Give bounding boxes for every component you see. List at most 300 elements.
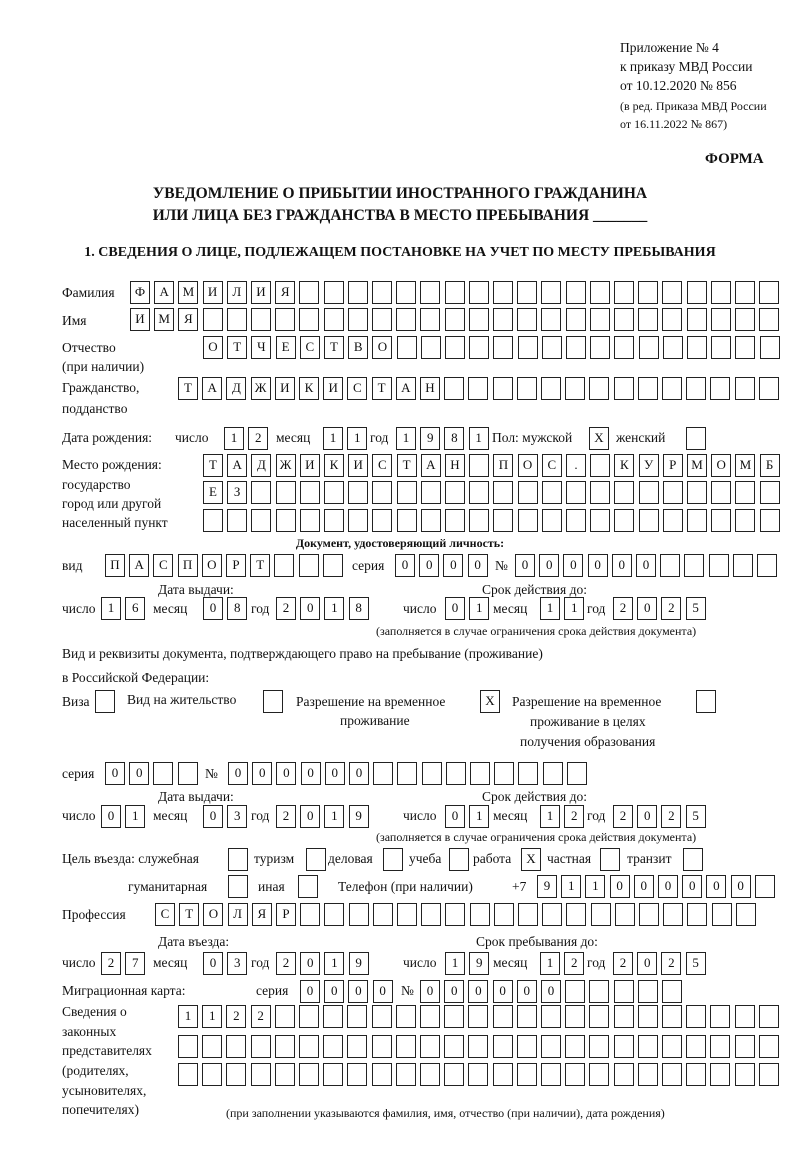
surname-cell[interactable] xyxy=(445,281,465,304)
doc-issue-year-cell[interactable]: 2 xyxy=(276,597,296,620)
patronymic-cell[interactable]: Е xyxy=(276,336,296,359)
surname-cell[interactable] xyxy=(759,281,779,304)
birth-place-3-cell[interactable] xyxy=(276,509,296,532)
stay-number-cell[interactable] xyxy=(397,762,417,785)
stay-issue-year-cell[interactable]: 9 xyxy=(349,805,369,828)
phone-cell[interactable]: 0 xyxy=(610,875,630,898)
name-cell[interactable] xyxy=(227,308,247,331)
birth-place-1-cell[interactable]: А xyxy=(227,454,247,477)
doc-valid-year-cell[interactable]: 5 xyxy=(686,597,706,620)
birth-place-2-cell[interactable] xyxy=(590,481,610,504)
birth-place-3-cell[interactable] xyxy=(735,509,755,532)
mc-series-cell[interactable]: 0 xyxy=(373,980,393,1003)
reps-2-cell[interactable] xyxy=(541,1035,561,1058)
patronymic-cell[interactable] xyxy=(614,336,634,359)
doc-valid-year-cell[interactable]: 0 xyxy=(637,597,657,620)
patronymic-cell[interactable]: В xyxy=(348,336,368,359)
patronymic-cell[interactable] xyxy=(493,336,513,359)
birth-place-1-cell[interactable]: С xyxy=(372,454,392,477)
reps-3-cell[interactable] xyxy=(323,1063,343,1086)
birth-place-2-cell[interactable] xyxy=(711,481,731,504)
citizenship-cell[interactable] xyxy=(614,377,634,400)
birth-place-3-cell[interactable] xyxy=(300,509,320,532)
p-transit-checkbox[interactable] xyxy=(683,848,703,871)
reps-3-cell[interactable] xyxy=(735,1063,755,1086)
profession-cell[interactable]: Т xyxy=(179,903,199,926)
reps-3-cell[interactable] xyxy=(517,1063,537,1086)
doc-number-cell[interactable]: 0 xyxy=(563,554,583,577)
profession-cell[interactable] xyxy=(445,903,465,926)
reps-3-cell[interactable] xyxy=(589,1063,609,1086)
surname-cell[interactable] xyxy=(324,281,344,304)
birth-place-1-cell[interactable]: П xyxy=(493,454,513,477)
sex-male-checkbox[interactable]: X xyxy=(589,427,609,450)
doc-number-cell[interactable]: 0 xyxy=(588,554,608,577)
entry-month-cell[interactable]: 0 xyxy=(203,952,223,975)
birth-place-2-cell[interactable] xyxy=(469,481,489,504)
birth-place-3-cell[interactable] xyxy=(251,509,271,532)
name-cell[interactable]: И xyxy=(130,308,150,331)
birth-place-2-cell[interactable] xyxy=(372,481,392,504)
patronymic-cell[interactable]: О xyxy=(203,336,223,359)
reps-3-cell[interactable] xyxy=(251,1063,271,1086)
birth-place-1-cell[interactable]: К xyxy=(614,454,634,477)
doc-issue-year-cell[interactable]: 1 xyxy=(324,597,344,620)
profession-cell[interactable] xyxy=(615,903,635,926)
profession-cell[interactable] xyxy=(324,903,344,926)
surname-cell[interactable] xyxy=(420,281,440,304)
stay-valid-month-cell[interactable]: 1 xyxy=(540,805,560,828)
stay-valid-year-cell[interactable]: 2 xyxy=(613,805,633,828)
profession-cell[interactable] xyxy=(397,903,417,926)
reps-1-cell[interactable] xyxy=(710,1005,730,1028)
reps-1-cell[interactable] xyxy=(638,1005,658,1028)
reps-2-cell[interactable] xyxy=(275,1035,295,1058)
phone-cell[interactable] xyxy=(755,875,775,898)
doc-kind-cell[interactable]: С xyxy=(153,554,173,577)
birth-place-3-cell[interactable] xyxy=(687,509,707,532)
citizenship-cell[interactable]: И xyxy=(323,377,343,400)
doc-series-cell[interactable]: 0 xyxy=(395,554,415,577)
citizenship-cell[interactable] xyxy=(493,377,513,400)
surname-cell[interactable] xyxy=(493,281,513,304)
citizenship-cell[interactable]: А xyxy=(396,377,416,400)
birth-place-1-cell[interactable] xyxy=(590,454,610,477)
birth-place-3-cell[interactable] xyxy=(397,509,417,532)
birth-place-1-cell[interactable]: М xyxy=(687,454,707,477)
mc-series-cell[interactable]: 0 xyxy=(300,980,320,1003)
citizenship-cell[interactable]: С xyxy=(347,377,367,400)
birth-place-3-cell[interactable] xyxy=(590,509,610,532)
reps-1-cell[interactable] xyxy=(420,1005,440,1028)
doc-kind-cell[interactable]: П xyxy=(178,554,198,577)
doc-valid-month-cell[interactable]: 1 xyxy=(540,597,560,620)
profession-cell[interactable] xyxy=(300,903,320,926)
profession-cell[interactable] xyxy=(349,903,369,926)
surname-cell[interactable] xyxy=(541,281,561,304)
surname-cell[interactable] xyxy=(590,281,610,304)
surname-cell[interactable] xyxy=(372,281,392,304)
mc-number-cell[interactable]: 0 xyxy=(541,980,561,1003)
mc-number-cell[interactable] xyxy=(589,980,609,1003)
sex-female-checkbox[interactable] xyxy=(686,427,706,450)
doc-kind-cell[interactable]: Р xyxy=(226,554,246,577)
patronymic-cell[interactable] xyxy=(518,336,538,359)
doc-kind-cell[interactable]: О xyxy=(202,554,222,577)
reps-1-cell[interactable] xyxy=(614,1005,634,1028)
reps-3-cell[interactable] xyxy=(662,1063,682,1086)
reps-2-cell[interactable] xyxy=(589,1035,609,1058)
reps-1-cell[interactable]: 2 xyxy=(226,1005,246,1028)
birth-place-2-cell[interactable] xyxy=(687,481,707,504)
stay-valid-day-cell[interactable]: 1 xyxy=(469,805,489,828)
birth-place-3-cell[interactable] xyxy=(493,509,513,532)
stay-until-year-cell[interactable]: 0 xyxy=(637,952,657,975)
name-cell[interactable] xyxy=(493,308,513,331)
reps-1-cell[interactable] xyxy=(541,1005,561,1028)
profession-cell[interactable] xyxy=(470,903,490,926)
patronymic-cell[interactable]: С xyxy=(300,336,320,359)
citizenship-cell[interactable]: Т xyxy=(178,377,198,400)
stay-valid-year-cell[interactable]: 5 xyxy=(686,805,706,828)
doc-issue-month-cell[interactable]: 0 xyxy=(203,597,223,620)
birth-place-2-cell[interactable] xyxy=(251,481,271,504)
birth-place-2-cell[interactable] xyxy=(735,481,755,504)
stay-issue-year-cell[interactable]: 0 xyxy=(300,805,320,828)
reps-1-cell[interactable] xyxy=(444,1005,464,1028)
birth-place-1-cell[interactable]: Р xyxy=(663,454,683,477)
birth-place-3-cell[interactable] xyxy=(372,509,392,532)
citizenship-cell[interactable]: К xyxy=(299,377,319,400)
patronymic-cell[interactable] xyxy=(566,336,586,359)
reps-1-cell[interactable] xyxy=(468,1005,488,1028)
reps-3-cell[interactable] xyxy=(396,1063,416,1086)
citizenship-cell[interactable]: И xyxy=(275,377,295,400)
name-cell[interactable] xyxy=(275,308,295,331)
reps-2-cell[interactable] xyxy=(638,1035,658,1058)
surname-cell[interactable] xyxy=(662,281,682,304)
profession-cell[interactable]: Л xyxy=(228,903,248,926)
surname-cell[interactable] xyxy=(711,281,731,304)
entry-year-cell[interactable]: 9 xyxy=(349,952,369,975)
citizenship-cell[interactable] xyxy=(565,377,585,400)
profession-cell[interactable] xyxy=(373,903,393,926)
stay-number-cell[interactable]: 0 xyxy=(228,762,248,785)
stay-until-year-cell[interactable]: 2 xyxy=(613,952,633,975)
birth-place-3-cell[interactable] xyxy=(445,509,465,532)
stay-series-cell[interactable]: 0 xyxy=(129,762,149,785)
stay-number-cell[interactable] xyxy=(518,762,538,785)
doc-number-cell[interactable] xyxy=(733,554,753,577)
citizenship-cell[interactable]: Т xyxy=(372,377,392,400)
doc-number-cell[interactable]: 0 xyxy=(636,554,656,577)
stay-until-year-cell[interactable]: 2 xyxy=(661,952,681,975)
birth-place-2-cell[interactable] xyxy=(663,481,683,504)
profession-cell[interactable] xyxy=(591,903,611,926)
reps-3-cell[interactable] xyxy=(372,1063,392,1086)
reps-1-cell[interactable] xyxy=(275,1005,295,1028)
visa-checkbox[interactable] xyxy=(95,690,115,713)
stay-valid-month-cell[interactable]: 2 xyxy=(564,805,584,828)
patronymic-cell[interactable]: О xyxy=(372,336,392,359)
profession-cell[interactable] xyxy=(639,903,659,926)
profession-cell[interactable] xyxy=(687,903,707,926)
doc-kind-cell[interactable] xyxy=(323,554,343,577)
name-cell[interactable] xyxy=(638,308,658,331)
birth-place-1-cell[interactable]: Д xyxy=(251,454,271,477)
citizenship-cell[interactable] xyxy=(662,377,682,400)
patronymic-cell[interactable] xyxy=(687,336,707,359)
doc-issue-year-cell[interactable]: 8 xyxy=(349,597,369,620)
name-cell[interactable] xyxy=(372,308,392,331)
profession-cell[interactable] xyxy=(518,903,538,926)
reps-3-cell[interactable] xyxy=(614,1063,634,1086)
stay-series-cell[interactable]: 0 xyxy=(105,762,125,785)
surname-cell[interactable] xyxy=(348,281,368,304)
reps-3-cell[interactable] xyxy=(541,1063,561,1086)
birth-place-1-cell[interactable]: Т xyxy=(203,454,223,477)
birth-place-1-cell[interactable]: Н xyxy=(445,454,465,477)
profession-cell[interactable] xyxy=(566,903,586,926)
reps-1-cell[interactable] xyxy=(735,1005,755,1028)
doc-valid-day-cell[interactable]: 0 xyxy=(445,597,465,620)
residence-checkbox[interactable] xyxy=(263,690,283,713)
stay-number-cell[interactable]: 0 xyxy=(252,762,272,785)
entry-month-cell[interactable]: 3 xyxy=(227,952,247,975)
phone-cell[interactable]: 0 xyxy=(706,875,726,898)
name-cell[interactable]: М xyxy=(154,308,174,331)
entry-year-cell[interactable]: 1 xyxy=(324,952,344,975)
birth-year-cell[interactable]: 8 xyxy=(444,427,464,450)
name-cell[interactable] xyxy=(566,308,586,331)
surname-cell[interactable] xyxy=(299,281,319,304)
profession-cell[interactable] xyxy=(663,903,683,926)
name-cell[interactable] xyxy=(251,308,271,331)
birth-place-2-cell[interactable] xyxy=(518,481,538,504)
reps-1-cell[interactable] xyxy=(372,1005,392,1028)
profession-cell[interactable] xyxy=(542,903,562,926)
p-tourism-checkbox[interactable] xyxy=(306,848,326,871)
name-cell[interactable] xyxy=(662,308,682,331)
p-other-checkbox[interactable] xyxy=(298,875,318,898)
patronymic-cell[interactable] xyxy=(639,336,659,359)
name-cell[interactable] xyxy=(735,308,755,331)
surname-cell[interactable] xyxy=(687,281,707,304)
reps-2-cell[interactable] xyxy=(372,1035,392,1058)
p-official-checkbox[interactable] xyxy=(228,848,248,871)
stay-issue-day-cell[interactable]: 1 xyxy=(125,805,145,828)
stay-number-cell[interactable]: 0 xyxy=(349,762,369,785)
birth-place-3-cell[interactable] xyxy=(469,509,489,532)
birth-place-2-cell[interactable] xyxy=(639,481,659,504)
surname-cell[interactable] xyxy=(396,281,416,304)
profession-cell[interactable] xyxy=(494,903,514,926)
birth-place-1-cell[interactable]: А xyxy=(421,454,441,477)
birth-place-2-cell[interactable] xyxy=(542,481,562,504)
reps-1-cell[interactable] xyxy=(686,1005,706,1028)
birth-place-2-cell[interactable] xyxy=(566,481,586,504)
birth-place-2-cell[interactable] xyxy=(421,481,441,504)
birth-place-2-cell[interactable] xyxy=(397,481,417,504)
reps-2-cell[interactable] xyxy=(468,1035,488,1058)
stay-valid-year-cell[interactable]: 2 xyxy=(661,805,681,828)
surname-cell[interactable]: Л xyxy=(227,281,247,304)
reps-3-cell[interactable] xyxy=(347,1063,367,1086)
birth-place-1-cell[interactable]: И xyxy=(348,454,368,477)
p-study-checkbox[interactable] xyxy=(449,848,469,871)
surname-cell[interactable] xyxy=(469,281,489,304)
reps-1-cell[interactable]: 2 xyxy=(251,1005,271,1028)
mc-number-cell[interactable] xyxy=(662,980,682,1003)
doc-series-cell[interactable]: 0 xyxy=(443,554,463,577)
mc-number-cell[interactable]: 0 xyxy=(493,980,513,1003)
surname-cell[interactable]: М xyxy=(178,281,198,304)
reps-2-cell[interactable] xyxy=(565,1035,585,1058)
birth-place-2-cell[interactable]: Е xyxy=(203,481,223,504)
reps-2-cell[interactable] xyxy=(662,1035,682,1058)
temp-edu-checkbox[interactable] xyxy=(696,690,716,713)
reps-1-cell[interactable] xyxy=(299,1005,319,1028)
reps-3-cell[interactable] xyxy=(710,1063,730,1086)
doc-kind-cell[interactable]: А xyxy=(129,554,149,577)
mc-series-cell[interactable]: 0 xyxy=(324,980,344,1003)
reps-1-cell[interactable] xyxy=(662,1005,682,1028)
doc-valid-year-cell[interactable]: 2 xyxy=(613,597,633,620)
reps-1-cell[interactable] xyxy=(565,1005,585,1028)
reps-1-cell[interactable]: 1 xyxy=(178,1005,198,1028)
mc-number-cell[interactable] xyxy=(638,980,658,1003)
citizenship-cell[interactable] xyxy=(735,377,755,400)
citizenship-cell[interactable] xyxy=(759,377,779,400)
citizenship-cell[interactable] xyxy=(444,377,464,400)
name-cell[interactable] xyxy=(759,308,779,331)
reps-1-cell[interactable] xyxy=(396,1005,416,1028)
birth-place-2-cell[interactable] xyxy=(348,481,368,504)
stay-valid-day-cell[interactable]: 0 xyxy=(445,805,465,828)
name-cell[interactable] xyxy=(517,308,537,331)
doc-number-cell[interactable]: 0 xyxy=(539,554,559,577)
doc-valid-day-cell[interactable]: 1 xyxy=(469,597,489,620)
reps-2-cell[interactable] xyxy=(517,1035,537,1058)
patronymic-cell[interactable] xyxy=(542,336,562,359)
patronymic-cell[interactable] xyxy=(711,336,731,359)
citizenship-cell[interactable] xyxy=(710,377,730,400)
surname-cell[interactable] xyxy=(735,281,755,304)
doc-kind-cell[interactable] xyxy=(274,554,294,577)
reps-3-cell[interactable] xyxy=(420,1063,440,1086)
profession-cell[interactable]: С xyxy=(155,903,175,926)
phone-cell[interactable]: 0 xyxy=(731,875,751,898)
reps-3-cell[interactable] xyxy=(444,1063,464,1086)
reps-1-cell[interactable] xyxy=(493,1005,513,1028)
stay-series-cell[interactable] xyxy=(153,762,173,785)
patronymic-cell[interactable] xyxy=(590,336,610,359)
surname-cell[interactable] xyxy=(614,281,634,304)
doc-number-cell[interactable] xyxy=(757,554,777,577)
surname-cell[interactable]: И xyxy=(251,281,271,304)
birth-place-3-cell[interactable] xyxy=(639,509,659,532)
reps-3-cell[interactable] xyxy=(686,1063,706,1086)
stay-issue-year-cell[interactable]: 1 xyxy=(324,805,344,828)
surname-cell[interactable]: Я xyxy=(275,281,295,304)
patronymic-cell[interactable] xyxy=(663,336,683,359)
reps-2-cell[interactable] xyxy=(686,1035,706,1058)
name-cell[interactable] xyxy=(445,308,465,331)
name-cell[interactable] xyxy=(324,308,344,331)
mc-number-cell[interactable] xyxy=(614,980,634,1003)
reps-3-cell[interactable] xyxy=(275,1063,295,1086)
mc-number-cell[interactable]: 0 xyxy=(444,980,464,1003)
birth-place-3-cell[interactable] xyxy=(348,509,368,532)
birth-place-1-cell[interactable]: О xyxy=(711,454,731,477)
doc-issue-day-cell[interactable]: 6 xyxy=(125,597,145,620)
birth-place-3-cell[interactable] xyxy=(711,509,731,532)
mc-number-cell[interactable]: 0 xyxy=(517,980,537,1003)
reps-2-cell[interactable] xyxy=(178,1035,198,1058)
birth-place-3-cell[interactable] xyxy=(421,509,441,532)
reps-2-cell[interactable] xyxy=(759,1035,779,1058)
patronymic-cell[interactable]: Т xyxy=(324,336,344,359)
birth-place-1-cell[interactable]: М xyxy=(735,454,755,477)
reps-1-cell[interactable] xyxy=(323,1005,343,1028)
surname-cell[interactable]: Ф xyxy=(130,281,150,304)
birth-place-1-cell[interactable]: Б xyxy=(760,454,780,477)
doc-kind-cell[interactable]: Т xyxy=(250,554,270,577)
reps-2-cell[interactable] xyxy=(444,1035,464,1058)
birth-place-3-cell[interactable] xyxy=(614,509,634,532)
p-humanitarian-checkbox[interactable] xyxy=(228,875,248,898)
citizenship-cell[interactable] xyxy=(638,377,658,400)
birth-place-3-cell[interactable] xyxy=(566,509,586,532)
patronymic-cell[interactable] xyxy=(397,336,417,359)
birth-place-2-cell[interactable] xyxy=(493,481,513,504)
citizenship-cell[interactable] xyxy=(468,377,488,400)
entry-day-cell[interactable]: 2 xyxy=(101,952,121,975)
birth-place-1-cell[interactable] xyxy=(469,454,489,477)
reps-3-cell[interactable] xyxy=(468,1063,488,1086)
phone-cell[interactable]: 1 xyxy=(585,875,605,898)
stay-number-cell[interactable] xyxy=(373,762,393,785)
birth-year-cell[interactable]: 9 xyxy=(420,427,440,450)
birth-place-1-cell[interactable]: . xyxy=(566,454,586,477)
name-cell[interactable] xyxy=(711,308,731,331)
name-cell[interactable] xyxy=(299,308,319,331)
birth-place-3-cell[interactable] xyxy=(542,509,562,532)
stay-number-cell[interactable] xyxy=(470,762,490,785)
stay-number-cell[interactable] xyxy=(567,762,587,785)
patronymic-cell[interactable] xyxy=(469,336,489,359)
patronymic-cell[interactable]: Т xyxy=(227,336,247,359)
phone-cell[interactable]: 9 xyxy=(537,875,557,898)
reps-1-cell[interactable] xyxy=(347,1005,367,1028)
doc-issue-year-cell[interactable]: 0 xyxy=(300,597,320,620)
birth-place-3-cell[interactable] xyxy=(663,509,683,532)
reps-3-cell[interactable] xyxy=(226,1063,246,1086)
temp-permit-checkbox[interactable]: X xyxy=(480,690,500,713)
profession-cell[interactable]: Р xyxy=(276,903,296,926)
profession-cell[interactable]: Я xyxy=(252,903,272,926)
doc-kind-cell[interactable]: П xyxy=(105,554,125,577)
birth-place-2-cell[interactable] xyxy=(276,481,296,504)
doc-number-cell[interactable] xyxy=(660,554,680,577)
doc-number-cell[interactable] xyxy=(709,554,729,577)
stay-number-cell[interactable] xyxy=(494,762,514,785)
stay-valid-year-cell[interactable]: 0 xyxy=(637,805,657,828)
phone-cell[interactable]: 0 xyxy=(682,875,702,898)
profession-cell[interactable] xyxy=(712,903,732,926)
birth-month-cell[interactable]: 1 xyxy=(323,427,343,450)
name-cell[interactable] xyxy=(541,308,561,331)
